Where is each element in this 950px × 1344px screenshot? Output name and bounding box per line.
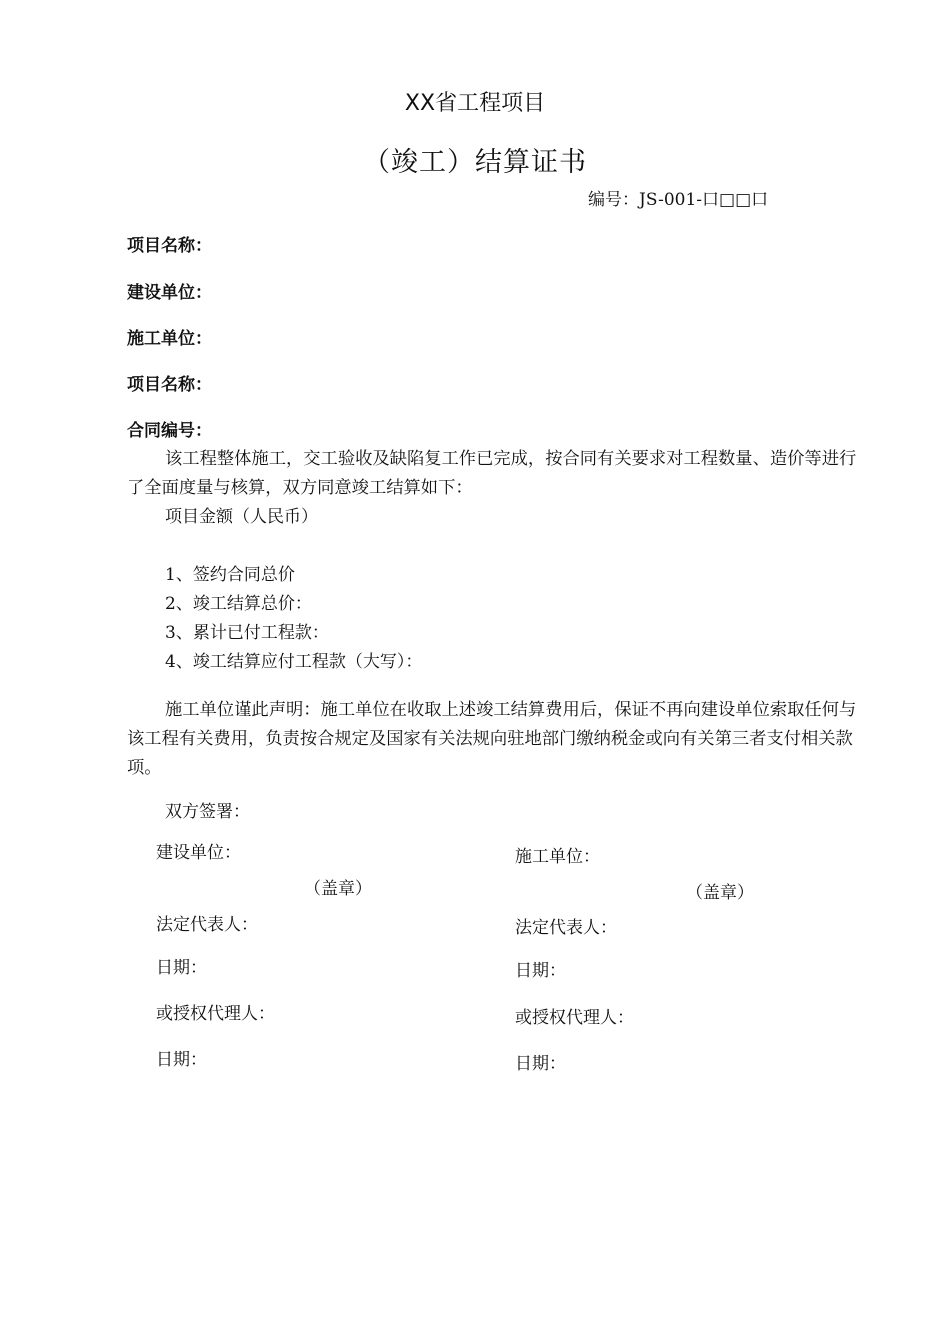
list-item: 3、累计已付工程款：: [165, 623, 329, 643]
left-agent-label: 或授权代理人：: [156, 1004, 275, 1024]
field-project-name-2: 项目名称：: [127, 375, 212, 395]
list-item: 2、竣工结算总价：: [165, 594, 312, 614]
left-date-label: 日期：: [156, 958, 207, 978]
right-agent-label: 或授权代理人：: [515, 1008, 634, 1028]
document-title: XX省工程项目: [404, 91, 546, 116]
signatures-heading: 双方签署：: [165, 802, 250, 822]
right-legal-rep-label: 法定代表人：: [515, 918, 617, 938]
field-owner-unit: 建设单位：: [127, 283, 212, 303]
right-unit-label: 施工单位：: [515, 847, 600, 867]
left-seal-label: （盖章）: [304, 879, 372, 899]
declaration-paragraph: 施工单位谨此声明：施工单位在收取上述竣工结算费用后，保证不再向建设单位索取任何与该工程有关费用，负责按合规定及国家有关法规向驻地部门缴纳税金或向有关第三者支付相关款项。: [127, 700, 857, 778]
list-item: 4、竣工结算应付工程款（大写）：: [165, 652, 423, 672]
field-construction-unit: 施工单位：: [127, 329, 212, 349]
document-subtitle: （竣工）结算证书: [363, 147, 587, 178]
intro-paragraph: 该工程整体施工，交工验收及缺陷复工作已完成，按合同有关要求对工程数量、造价等进行了全面度量与核算，双方同意竣工结算如下：: [127, 449, 857, 498]
right-date-label-2: 日期：: [515, 1054, 566, 1074]
left-legal-rep-label: 法定代表人：: [156, 915, 258, 935]
right-date-label: 日期：: [515, 961, 566, 981]
left-unit-label: 建设单位：: [156, 843, 241, 863]
field-contract-number: 合同编号：: [127, 421, 212, 441]
left-date-label-2: 日期：: [156, 1050, 207, 1070]
list-item: 1、签约合同总价: [165, 565, 295, 585]
amount-heading: 项目金额（人民币）: [165, 507, 318, 527]
field-project-name: 项目名称：: [127, 236, 212, 256]
right-seal-label: （盖章）: [686, 883, 754, 903]
document-number: 编号：JS-001-口□□口: [588, 190, 769, 210]
